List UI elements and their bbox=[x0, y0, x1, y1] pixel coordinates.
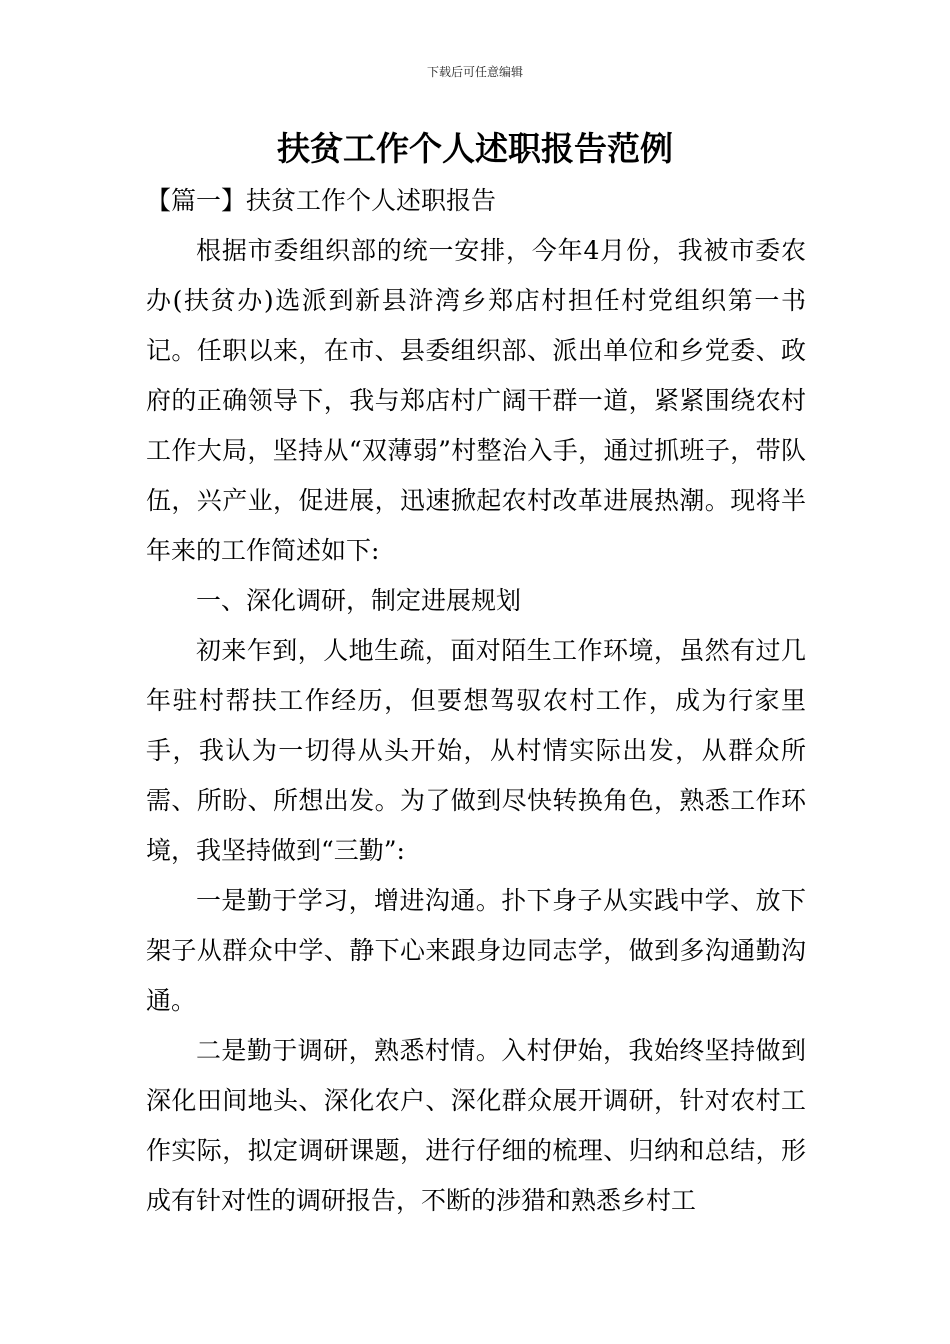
paragraph-new-environment: 初来乍到，人地生疏，面对陌生工作环境，虽然有过几年驻村帮扶工作经历，但要想驾驭农村工作，成为行家里手，我认为一切得从头开始，从村情实际出发，从群众所需、所盼、所想出发。为了做到尽快转换角色，熟悉工作环境，我坚持做到“三勤”: bbox=[146, 636, 806, 865]
paragraph-intro: 根据市委组织部的统一安排，今年4月份，我被市委农办(扶贫办)选派到新县浒湾乡郑店村担任村党组织第一书记。任职以来，在市、县委组织部、派出单位和乡党委、政府的正确领导下，我与郑店村广阔干群一道，紧紧围绕农村工作大局，坚持从“双薄弱”村整治入手，通过抓班子，带队伍，兴产业，促进展，迅速掀起农村改革进展热潮。现将半年来的工作简述如下: bbox=[146, 236, 806, 565]
document-title: 扶贫工作个人述职报告范例 bbox=[277, 129, 673, 168]
paragraph-learning: 一是勤于学习，增进沟通。扑下身子从实践中学、放下架子从群众中学、静下心来跟身边同志学，做到多沟通勤沟通。 bbox=[146, 886, 806, 1015]
header-note: 下载后可任意编辑 bbox=[426, 65, 523, 79]
paragraph-research: 二是勤于调研，熟悉村情。入村伊始，我始终坚持做到深化田间地头、深化农户、深化群众展开调研，针对农村工作实际，拟定调研课题，进行仔细的梳理、归纳和总结，形成有针对性的调研报告，不断的涉猎和熟悉乡村工 bbox=[146, 1036, 806, 1215]
document-body bbox=[146, 176, 806, 1226]
section-heading: 【篇一】扶贫工作个人述职报告 bbox=[146, 186, 497, 215]
subheading-research: 一、深化调研，制定进展规划 bbox=[196, 586, 522, 615]
